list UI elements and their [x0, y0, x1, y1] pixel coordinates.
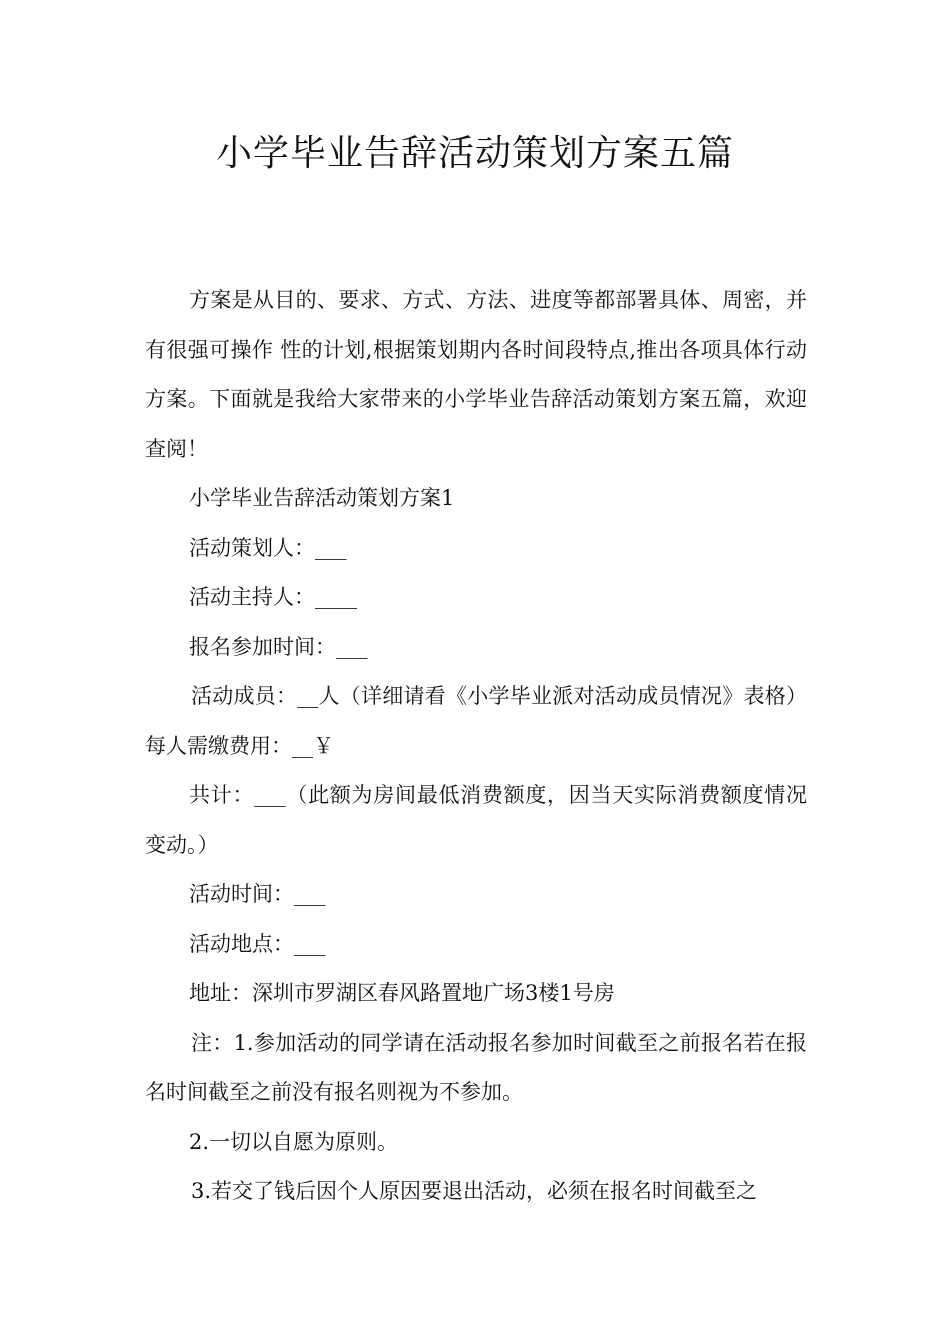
registration-time-line: 报名参加时间：___: [189, 634, 368, 659]
activity-place-line: 活动地点：___: [189, 931, 326, 956]
total-line: 共计：___（此额为房间最低消费额度，因当天实际消费额度情况变动。）: [145, 783, 807, 857]
document-body: [145, 276, 807, 1217]
activity-time-line: 活动时间：___: [189, 882, 326, 906]
address-line: 地址：深圳市罗湖区春风路置地广场3楼1号房: [189, 981, 615, 1005]
intro-paragraph: 方案是从目的、要求、方式、方法、进度等都部署具体、周密，并有很强可操作 性的计划,根据策划期内各时间段特点,推出各项具体行动方案。下面就是我给大家带来的小学毕业告辞活动策划方案五篇，欢迎查阅！: [145, 288, 807, 461]
planner-line: 活动策划人：___: [189, 535, 347, 560]
note-3-line: 3.若交了钱后因个人原因要退出活动，必须在报名时间截至之: [191, 1179, 758, 1203]
note-1-paragraph: 注：1.参加活动的同学请在活动报名参加时间截至之前报名若在报名时间截至之前没有报名则视为不参加。: [145, 1030, 807, 1104]
document-title: 小学毕业告辞活动策划方案五篇: [215, 133, 734, 174]
section-heading: 小学毕业告辞活动策划方案1: [189, 486, 455, 510]
host-line: 活动主持人：____: [189, 585, 357, 609]
note-2-line: 2.一切以自愿为原则。: [189, 1129, 399, 1154]
members-line: 活动成员：__人（详细请看《小学毕业派对活动成员情况》表格）每人需缴费用：__￥: [145, 684, 807, 758]
